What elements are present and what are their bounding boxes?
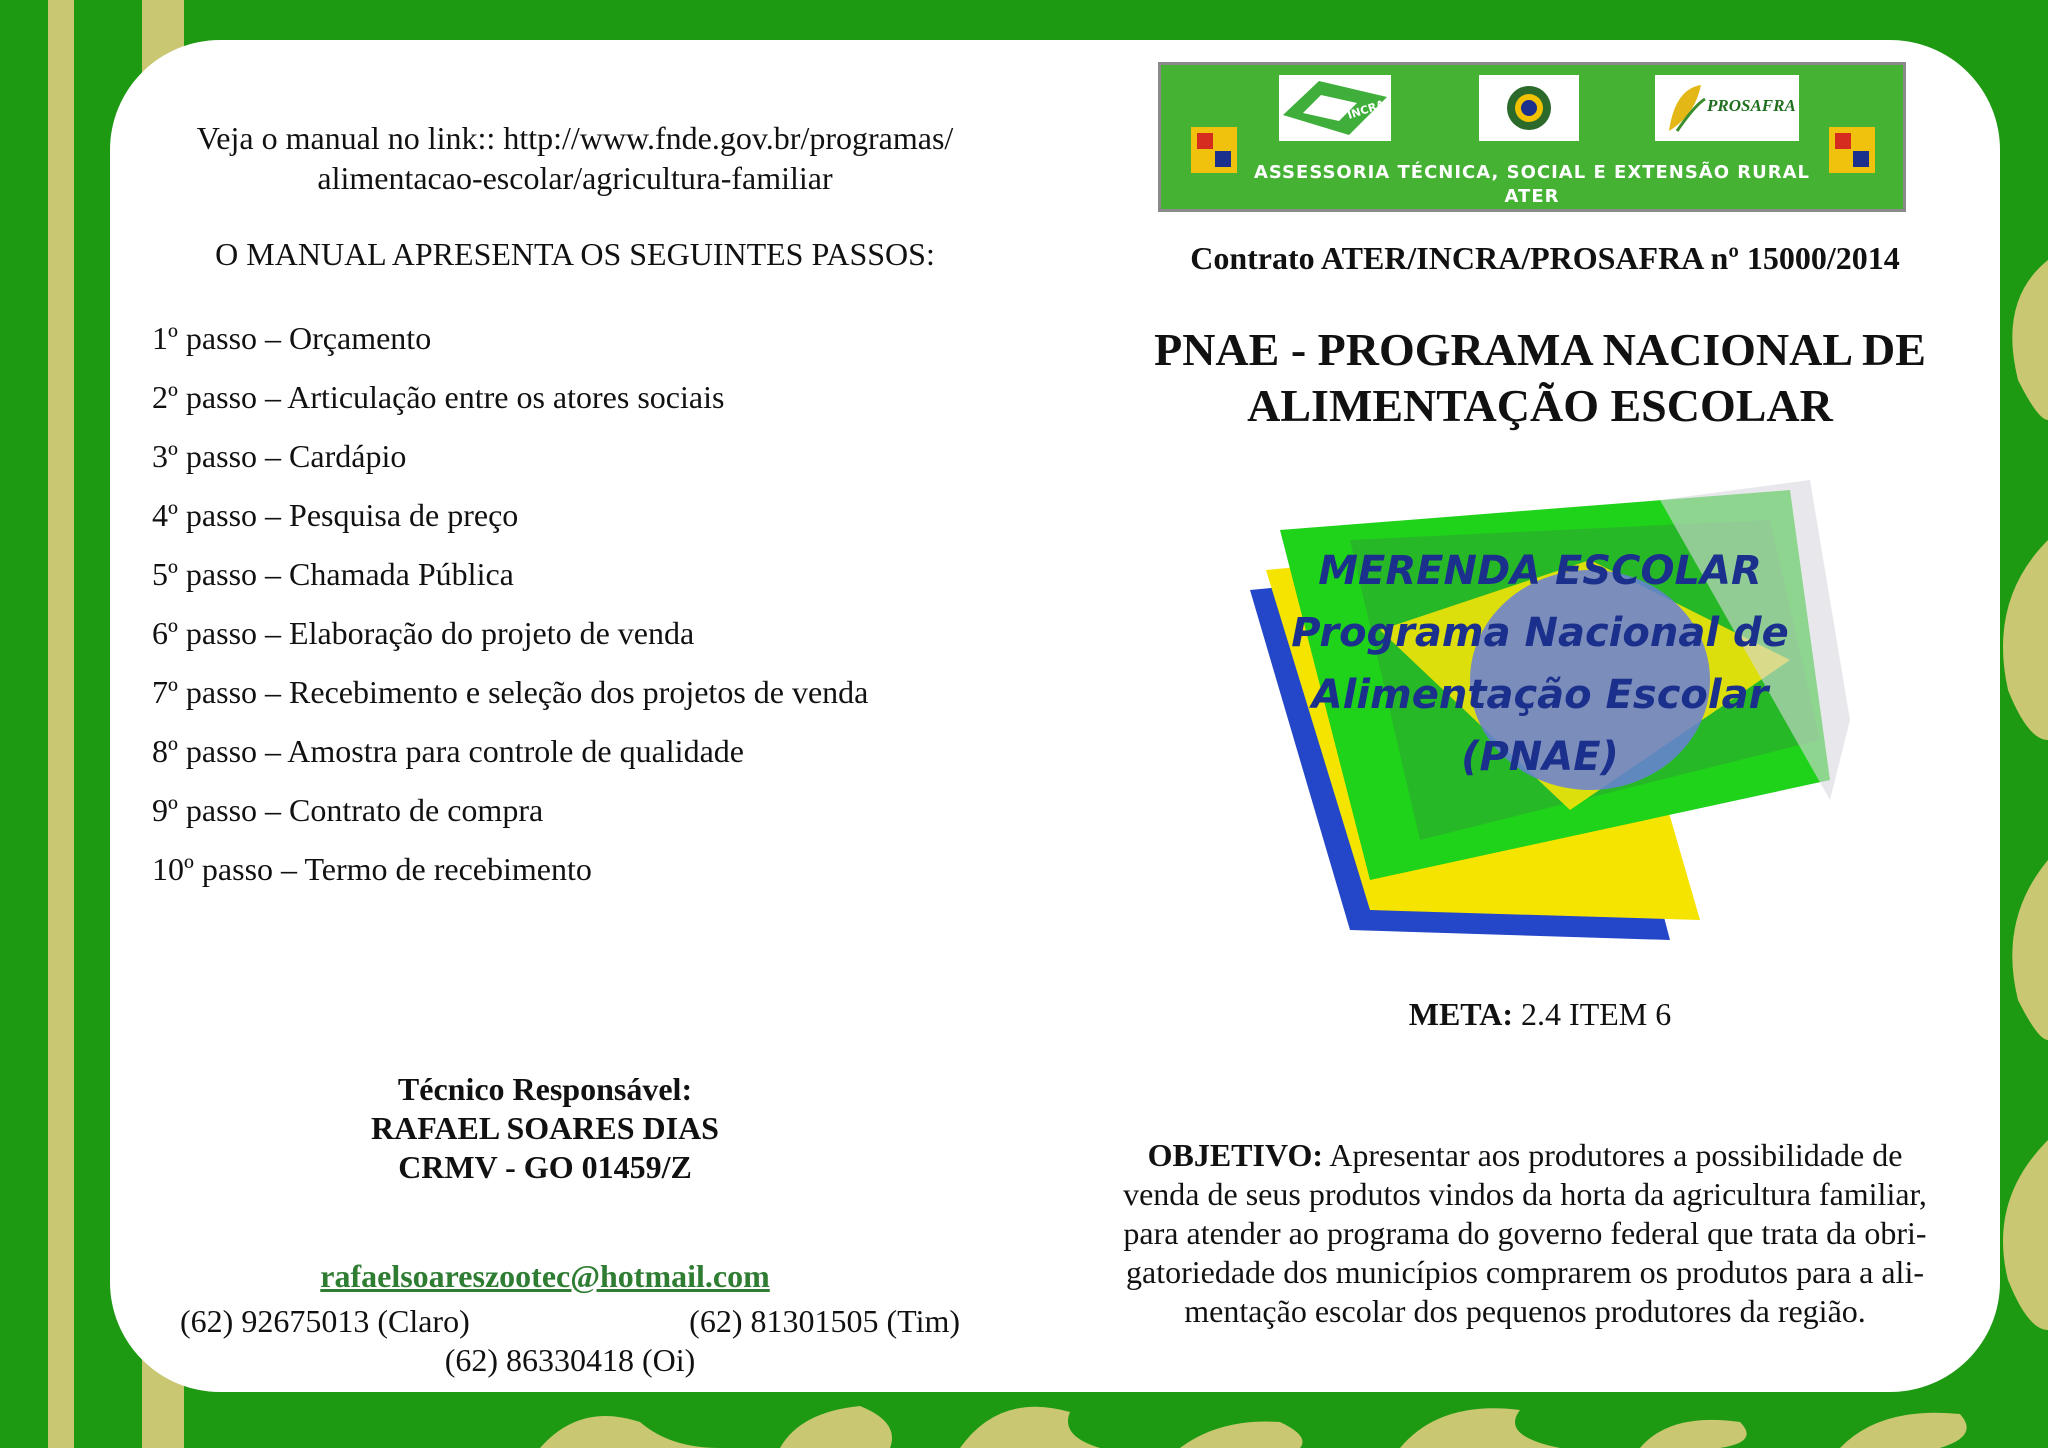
prosafra-logo	[1655, 75, 1799, 141]
title-line-2: ALIMENTAÇÃO ESCOLAR	[1247, 380, 1833, 431]
prosafra-logo-text: PROSAFRA	[1707, 96, 1796, 115]
incra-logo-text: INCRA	[1345, 97, 1387, 122]
banner-caption	[1201, 161, 1863, 209]
phone-claro: (62) 92675013 (Claro)	[180, 1303, 470, 1339]
technician-label: Técnico Responsável:	[397, 1071, 693, 1107]
meta-value: 2.4 ITEM 6	[1513, 996, 1672, 1032]
objective-line-2: venda de seus produtos vindos da horta da agricultura familiar,	[1123, 1176, 1927, 1212]
pnae-logo-line-3: Alimentação Escolar	[1311, 672, 1769, 718]
technician-block	[240, 1070, 850, 1187]
step-item: 8º passo – Amostra para controle de qualidade	[152, 733, 744, 769]
page-title	[1110, 322, 1970, 434]
banner-line-1: ASSESSORIA TÉCNICA, SOCIAL E EXTENSÃO RURAL	[1253, 162, 1811, 183]
objective-line-3: para atender ao programa do governo federal que trata da obri-	[1123, 1215, 1927, 1251]
phone-oi: (62) 86330418 (Oi)	[444, 1342, 696, 1378]
step-item: 7º passo – Recebimento e seleção dos projetos de venda	[152, 674, 869, 710]
ater-banner	[1158, 62, 1906, 212]
phone-tim: (62) 81301505 (Tim)	[689, 1303, 960, 1339]
objective-line-5: mentação escolar dos pequenos produtores da região.	[1184, 1293, 1866, 1329]
objective-line-4: gatoriedade dos municípios comprarem os produtos para a ali-	[1126, 1254, 1924, 1290]
step-item: 1º passo – Orçamento	[152, 320, 432, 356]
steps-list	[152, 316, 868, 906]
contract-number: Contrato ATER/INCRA/PROSAFRA nº 15000/2014	[1190, 240, 1900, 276]
technician-name: RAFAEL SOARES DIAS	[371, 1110, 719, 1146]
phone-block	[150, 1302, 990, 1380]
incra-logo	[1279, 75, 1391, 141]
pnae-logo-line-1: MERENDA ESCOLAR	[1318, 548, 1762, 594]
pnae-logo-line-2: Programa Nacional de	[1291, 610, 1789, 656]
manual-link	[150, 118, 1000, 198]
objective-line-1: Apresentar aos produtores a possibilidade de	[1322, 1137, 1903, 1173]
step-item: 6º passo – Elaboração do projeto de venda	[152, 615, 695, 651]
manual-heading: O MANUAL APRESENTA OS SEGUINTES PASSOS:	[215, 236, 935, 272]
title-line-1: PNAE - PROGRAMA NACIONAL DE	[1154, 324, 1926, 375]
leaf-pattern-bottom	[200, 1392, 2048, 1448]
step-item: 10º passo – Termo de recebimento	[152, 851, 592, 887]
manual-link-line-2: alimentacao-escolar/agricultura-familiar	[317, 160, 833, 196]
stripe-left-1	[48, 0, 74, 1448]
pnae-logo-line-4: (PNAE)	[1461, 734, 1619, 780]
meta-line	[1160, 996, 1920, 1033]
brazil-coat-of-arms-logo	[1479, 75, 1579, 141]
email-link[interactable]: rafaelsoareszootec@hotmail.com	[320, 1258, 770, 1294]
step-item: 4º passo – Pesquisa de preço	[152, 497, 519, 533]
manual-link-line-1: Veja o manual no link:: http://www.fnde.gov.br/programas/	[196, 120, 954, 156]
technician-registration: CRMV - GO 01459/Z	[398, 1149, 692, 1185]
banner-line-2: ATER	[1504, 186, 1560, 207]
objective-paragraph	[1070, 1136, 1980, 1331]
step-item: 2º passo – Articulação entre os atores sociais	[152, 379, 725, 415]
step-item: 9º passo – Contrato de compra	[152, 792, 544, 828]
meta-label: META:	[1408, 996, 1514, 1032]
pnae-logo	[1230, 480, 1870, 940]
pnae-logo-text	[1280, 540, 1800, 788]
step-item: 5º passo – Chamada Pública	[152, 556, 514, 592]
objective-label: OBJETIVO:	[1147, 1137, 1323, 1173]
step-item: 3º passo – Cardápio	[152, 438, 407, 474]
